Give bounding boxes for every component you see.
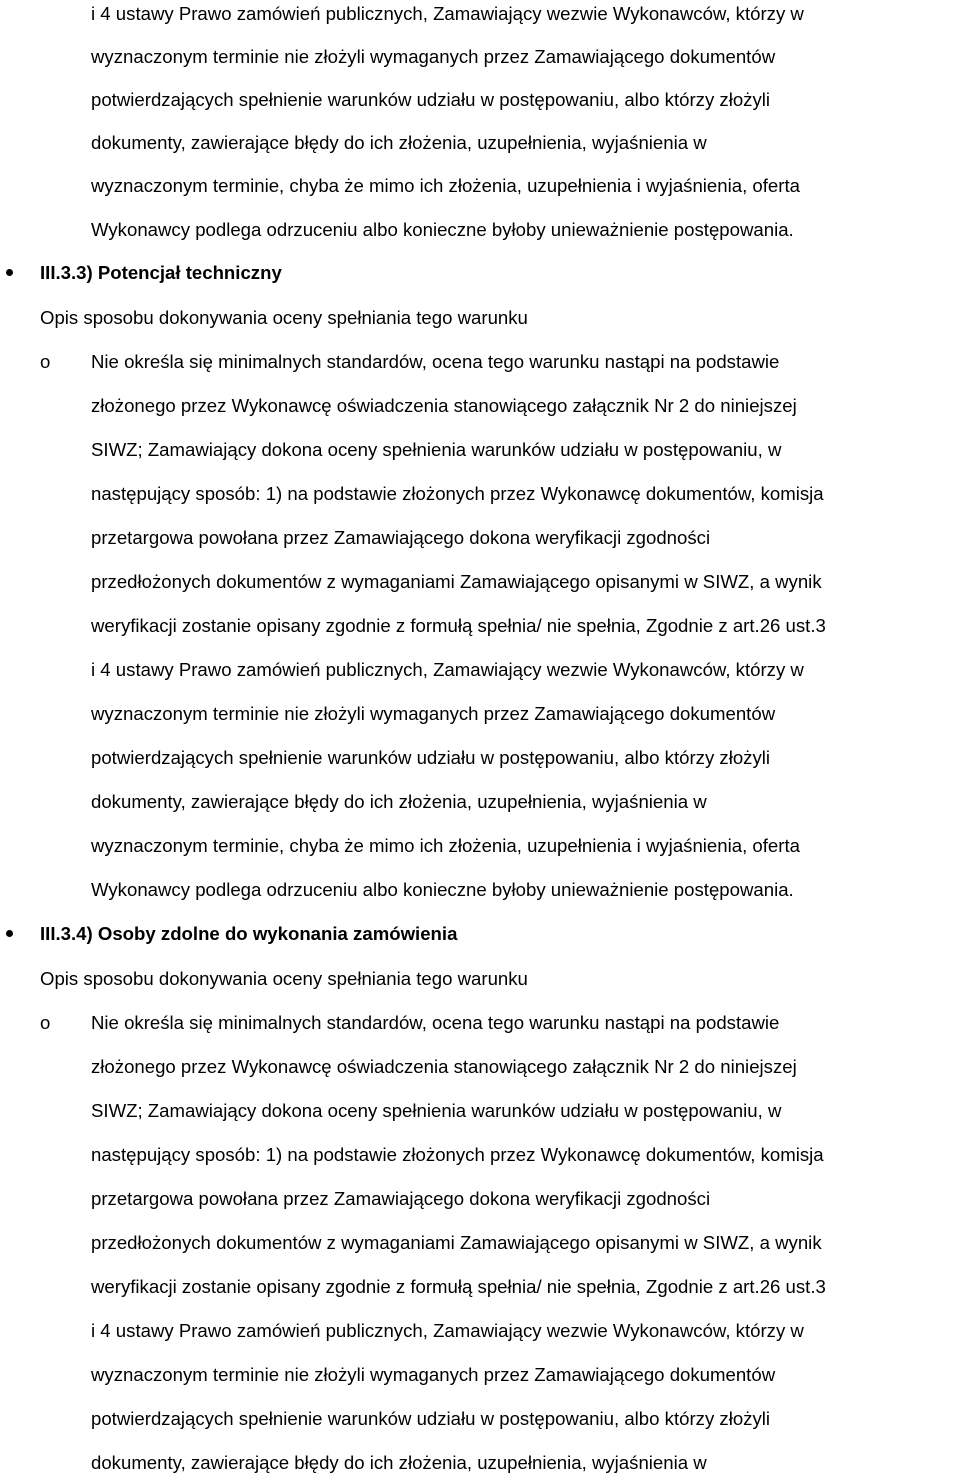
paragraph-line: i 4 ustawy Prawo zamówień publicznych, Zamawiający wezwie Wykonawców, którzy w [91, 659, 804, 680]
paragraph-line: Wykonawcy podlega odrzuceniu albo konieczne byłoby unieważnienie postępowania. [91, 879, 794, 900]
paragraph-line: wyznaczonym terminie nie złożyli wymaganych przez Zamawiającego dokumentów [91, 703, 776, 724]
section-heading: III.3.4) Osoby zdolne do wykonania zamówienia [40, 923, 458, 944]
paragraph-line: przetargowa powołana przez Zamawiającego dokona weryfikacji zgodności [91, 527, 711, 548]
paragraph-line: potwierdzających spełnienie warunków udziału w postępowaniu, albo którzy złożyli [91, 1408, 771, 1429]
bullet-icon [6, 269, 13, 276]
paragraph-line: i 4 ustawy Prawo zamówień publicznych, Zamawiający wezwie Wykonawców, którzy w [91, 3, 804, 24]
paragraph-line: następujący sposób: 1) na podstawie złożonych przez Wykonawcę dokumentów, komisja [91, 1144, 824, 1165]
section-heading: III.3.3) Potencjał techniczny [40, 262, 282, 283]
paragraph-line: wyznaczonym terminie nie złożyli wymaganych przez Zamawiającego dokumentów [91, 46, 776, 67]
paragraph-line: weryfikacji zostanie opisany zgodnie z formułą spełnia/ nie spełnia, Zgodnie z art.26 ust.3 [91, 1276, 826, 1297]
paragraph-line: przetargowa powołana przez Zamawiającego dokona weryfikacji zgodności [91, 1188, 711, 1209]
paragraph-line: SIWZ; Zamawiający dokona oceny spełnienia warunków udziału w postępowaniu, w [91, 1100, 782, 1121]
bullet-icon [6, 930, 13, 937]
paragraph-line: dokumenty, zawierające błędy do ich złożenia, uzupełnienia, wyjaśnienia w [91, 791, 707, 812]
paragraph-line: dokumenty, zawierające błędy do ich złożenia, uzupełnienia, wyjaśnienia w [91, 1452, 707, 1473]
paragraph-line: weryfikacji zostanie opisany zgodnie z formułą spełnia/ nie spełnia, Zgodnie z art.26 ust.3 [91, 615, 826, 636]
paragraph-line: i 4 ustawy Prawo zamówień publicznych, Zamawiający wezwie Wykonawców, którzy w [91, 1320, 804, 1341]
paragraph-line: wyznaczonym terminie, chyba że mimo ich złożenia, uzupełnienia i wyjaśnienia, oferta [91, 175, 800, 196]
paragraph-line: przedłożonych dokumentów z wymaganiami Zamawiającego opisanymi w SIWZ, a wynik [91, 571, 822, 592]
paragraph-line: SIWZ; Zamawiający dokona oceny spełnienia warunków udziału w postępowaniu, w [91, 439, 782, 460]
section-subheading: Opis sposobu dokonywania oceny spełniania tego warunku [40, 968, 528, 989]
list-marker-icon: o [40, 351, 51, 372]
paragraph-line: dokumenty, zawierające błędy do ich złożenia, uzupełnienia, wyjaśnienia w [91, 132, 707, 153]
paragraph-line: złożonego przez Wykonawcę oświadczenia stanowiącego załącznik Nr 2 do niniejszej [91, 395, 797, 416]
paragraph-line: wyznaczonym terminie, chyba że mimo ich złożenia, uzupełnienia i wyjaśnienia, oferta [91, 835, 800, 856]
list-marker-icon: o [40, 1012, 51, 1033]
paragraph-line: przedłożonych dokumentów z wymaganiami Zamawiającego opisanymi w SIWZ, a wynik [91, 1232, 822, 1253]
paragraph-line: złożonego przez Wykonawcę oświadczenia stanowiącego załącznik Nr 2 do niniejszej [91, 1056, 797, 1077]
paragraph-line: wyznaczonym terminie nie złożyli wymaganych przez Zamawiającego dokumentów [91, 1364, 776, 1385]
paragraph-line: potwierdzających spełnienie warunków udziału w postępowaniu, albo którzy złożyli [91, 89, 771, 110]
paragraph-line: potwierdzających spełnienie warunków udziału w postępowaniu, albo którzy złożyli [91, 747, 771, 768]
paragraph-line: Nie określa się minimalnych standardów, ocena tego warunku nastąpi na podstawie [91, 351, 780, 372]
paragraph-line: następujący sposób: 1) na podstawie złożonych przez Wykonawcę dokumentów, komisja [91, 483, 824, 504]
paragraph-line: Nie określa się minimalnych standardów, ocena tego warunku nastąpi na podstawie [91, 1012, 780, 1033]
paragraph-line: Wykonawcy podlega odrzuceniu albo konieczne byłoby unieważnienie postępowania. [91, 219, 794, 240]
section-subheading: Opis sposobu dokonywania oceny spełniania tego warunku [40, 307, 528, 328]
